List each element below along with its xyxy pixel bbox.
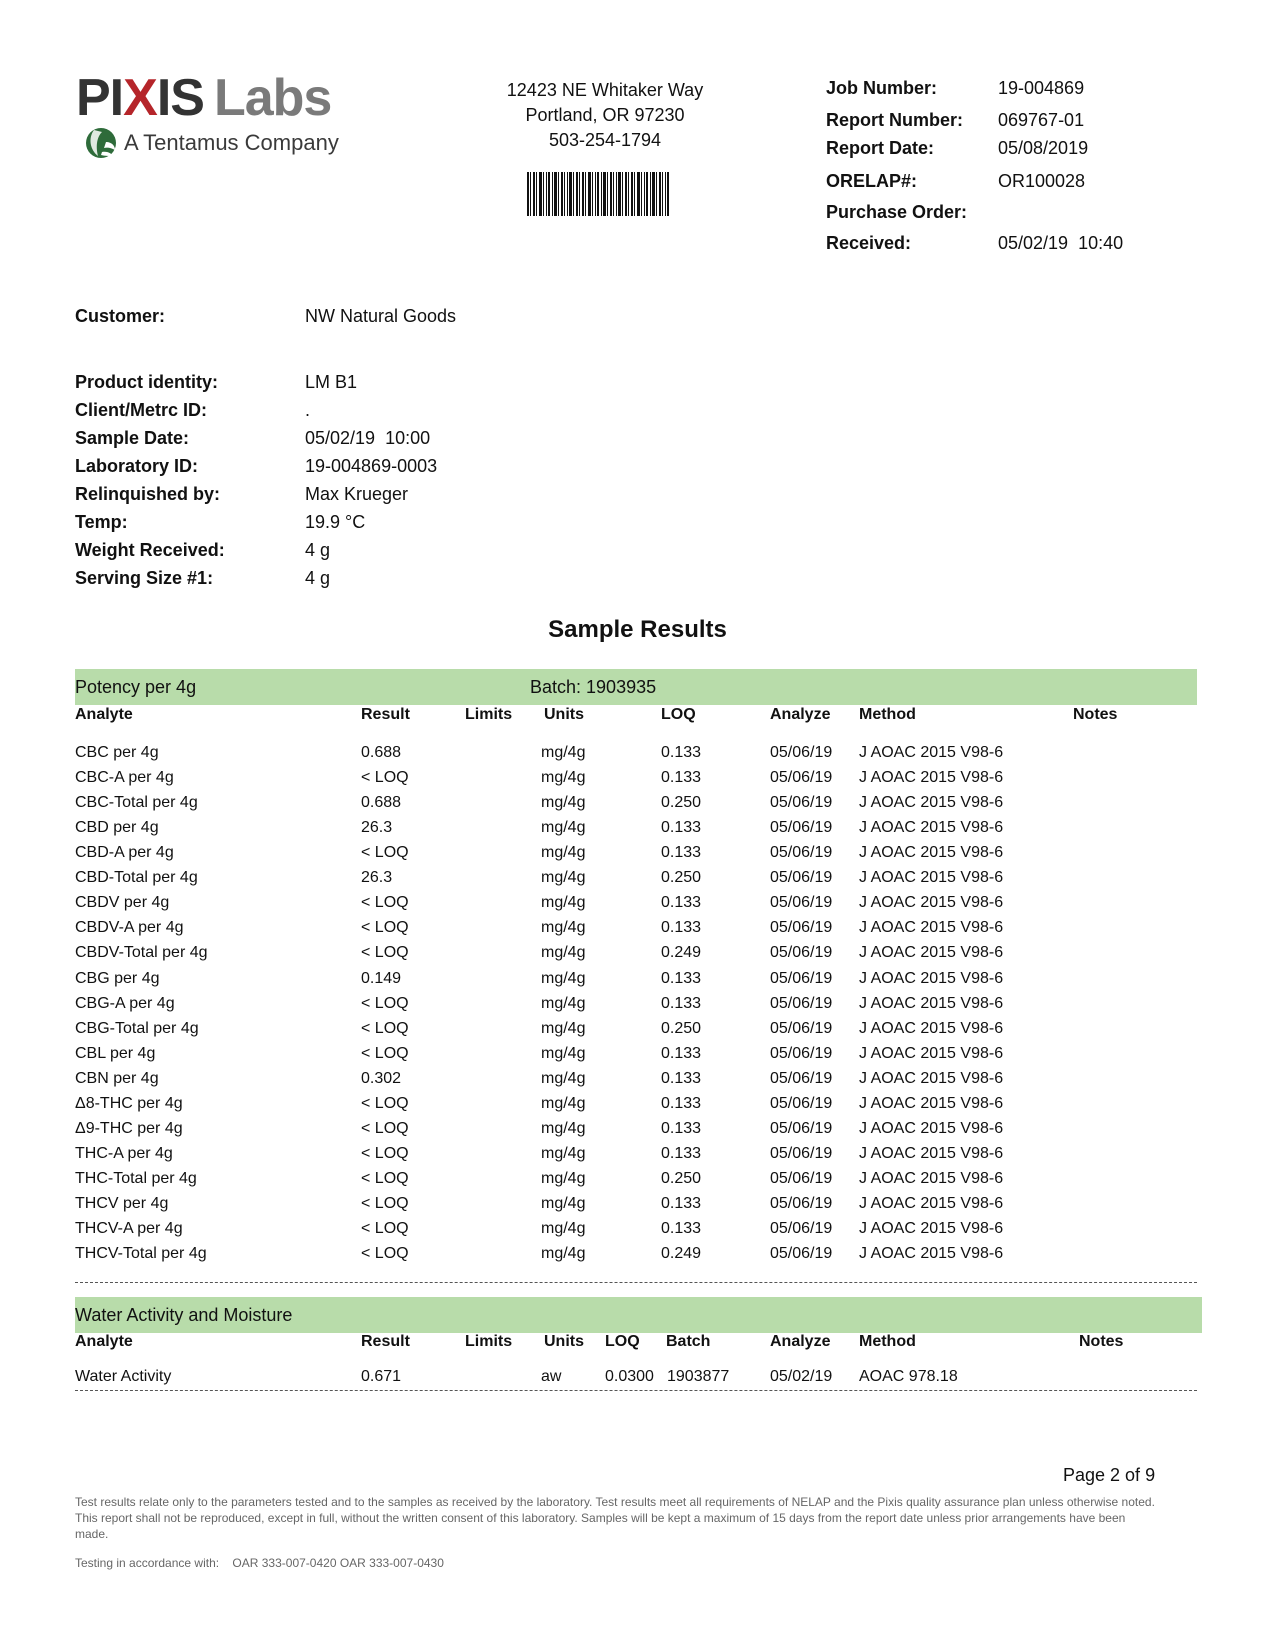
analyze-date-cell: 05/06/19 [770,1044,833,1062]
table-row [0,844,1275,866]
water-section-header [75,1297,1202,1333]
units-cell: mg/4g [541,869,586,887]
units-cell: mg/4g [541,1119,586,1137]
result-cell: 26.3 [361,869,393,887]
loq-cell: 0.133 [661,769,702,786]
table-row [0,794,1275,816]
loq-cell: 0.249 [661,944,702,962]
analyte-cell: CBDV per 4g [75,894,170,912]
units-cell: mg/4g [541,819,586,837]
analyze-date-cell: 05/06/19 [770,919,833,937]
result-cell: < LOQ [361,1119,409,1137]
section-divider [75,1390,1197,1391]
result-cell: < LOQ [361,1044,409,1062]
loq-cell: 0.133 [661,1144,702,1162]
table-row [0,869,1275,891]
result-cell: < LOQ [361,769,409,786]
table-row [0,1170,1275,1192]
analyze-date-cell: 05/06/19 [770,869,833,887]
table-row [0,1095,1275,1117]
analyte-cell: CBDV-Total per 4g [75,944,208,962]
table-row [0,1220,1275,1242]
method-cell: J AOAC 2015 V98-6 [859,869,1004,887]
page-number: Page 2 of 9 [1063,1465,1156,1485]
analyte-cell: CBC-Total per 4g [75,794,198,812]
table-row [0,1020,1275,1042]
potency-section-header [75,669,1197,705]
analyze-date-cell: 05/06/19 [770,1144,833,1162]
units-cell: mg/4g [541,844,586,862]
loq-cell: 0.133 [661,969,702,987]
units-cell: mg/4g [541,1094,586,1112]
result-cell: 0.149 [361,969,402,987]
units-cell: mg/4g [541,969,586,987]
analyze-date-cell: 05/06/19 [770,1169,833,1187]
result-cell: < LOQ [361,1169,409,1187]
water-method: AOAC 978.18 [859,1368,958,1385]
method-cell: J AOAC 2015 V98-6 [859,1044,1004,1062]
logo-wordmark: PIXIS Labs [76,69,332,127]
analyte-cell: THC-A per 4g [75,1144,173,1162]
table-row [0,1368,1275,1390]
result-cell: < LOQ [361,1144,409,1162]
result-cell: 0.302 [361,1069,402,1087]
analyte-cell: THC-Total per 4g [75,1169,197,1187]
report-number: 069767-01 [998,110,1085,130]
analyze-date-cell: 05/06/19 [770,1019,833,1037]
method-cell: J AOAC 2015 V98-6 [859,844,1004,862]
result-cell: < LOQ [361,1245,409,1262]
units-cell: mg/4g [541,769,586,786]
method-cell: J AOAC 2015 V98-6 [859,994,1004,1012]
laboratory-id: 19-004869-0003 [305,456,438,476]
units-cell: mg/4g [541,1245,586,1262]
analyte-cell: CBDV-A per 4g [75,919,184,937]
units-cell: mg/4g [541,994,586,1012]
analyze-date-cell: 05/06/19 [770,1194,833,1212]
sample-date: 05/02/19 10:00 [305,428,431,448]
table-row [0,1120,1275,1142]
loq-cell: 0.133 [661,1094,702,1112]
method-cell: J AOAC 2015 V98-6 [859,769,1004,786]
analyte-cell: CBG-Total per 4g [75,1019,199,1037]
weight-received: 4 g [305,540,331,560]
analyze-date-cell: 05/06/19 [770,769,833,786]
loq-cell: 0.133 [661,744,702,761]
method-cell: J AOAC 2015 V98-6 [859,894,1004,912]
method-cell: J AOAC 2015 V98-6 [859,1169,1004,1187]
potency-batch: Batch: 1903935 [530,677,657,697]
analyte-cell: CBN per 4g [75,1069,159,1087]
units-cell: mg/4g [541,1044,586,1062]
customer-value: NW Natural Goods [305,306,457,326]
analyte-cell: CBG per 4g [75,969,160,987]
result-cell: 0.688 [361,794,402,812]
result-cell: < LOQ [361,1220,409,1237]
water-title: Water Activity and Moisture [75,1305,293,1325]
analyte-cell: CBC per 4g [75,744,159,761]
address-phone: 503-254-1794 [548,130,662,150]
temp: 19.9 °C [305,512,366,532]
loq-cell: 0.133 [661,1220,702,1237]
table-row [0,744,1275,766]
loq-cell: 0.133 [661,894,702,912]
water-analyte: Water Activity [75,1368,172,1385]
units-cell: mg/4g [541,1069,586,1087]
serving-size: 4 g [305,568,331,588]
analyze-date-cell: 05/06/19 [770,794,833,812]
table-row [0,970,1275,992]
table-row [0,919,1275,941]
orelap-number: OR100028 [998,171,1086,191]
units-cell: mg/4g [541,1194,586,1212]
analyte-cell: THCV-A per 4g [75,1220,183,1237]
analyte-cell: Δ8-THC per 4g [75,1094,183,1112]
customer-label: Customer: [75,306,166,326]
page-title: Sample Results [548,616,727,643]
method-cell: J AOAC 2015 V98-6 [859,1144,1004,1162]
analyte-cell: THCV per 4g [75,1194,169,1212]
analyte-cell: CBD-Total per 4g [75,869,198,887]
water-units: aw [541,1368,562,1385]
units-cell: mg/4g [541,794,586,812]
loq-cell: 0.133 [661,1044,702,1062]
received-date: 05/02/19 10:40 [998,233,1124,253]
disclaimer: Test results relate only to the parameters tested and to the samples as received by the laboratory. Test results meet all requirements of NELAP and the Pixis quality assurance plan unless otherwise noted. This report shall not be reproduced, except in full, without the written consent of this laboratory. Samples will be kept a maximum of 15 days from the report date unless prior arrangements have been made. [75,1495,1155,1541]
address-line-1: 12423 NE Whitaker Way [506,80,704,100]
result-cell: < LOQ [361,1019,409,1037]
analyze-date-cell: 05/06/19 [770,1220,833,1237]
method-cell: J AOAC 2015 V98-6 [859,794,1004,812]
units-cell: mg/4g [541,1144,586,1162]
units-cell: mg/4g [541,1169,586,1187]
method-cell: J AOAC 2015 V98-6 [859,1094,1004,1112]
method-cell: J AOAC 2015 V98-6 [859,1194,1004,1212]
water-batch: 1903877 [667,1368,730,1385]
loq-cell: 0.250 [661,869,702,887]
loq-cell: 0.133 [661,1069,702,1087]
logo-tagline: A Tentamus Company [124,130,339,155]
method-cell: J AOAC 2015 V98-6 [859,819,1004,837]
loq-cell: 0.250 [661,794,702,812]
table-row [0,1195,1275,1217]
potency-column-headers: Analyte Result Limits Units LOQ Analyze Method Notes [75,706,1118,723]
client-metrc-id: . [305,400,311,420]
table-row [0,1045,1275,1067]
analyze-date-cell: 05/06/19 [770,1245,833,1262]
result-cell: < LOQ [361,919,409,937]
analyze-date-cell: 05/06/19 [770,944,833,962]
analyze-date-cell: 05/06/19 [770,1094,833,1112]
water-analyze-date: 05/02/19 [770,1368,833,1385]
result-cell: < LOQ [361,1194,409,1212]
analyze-date-cell: 05/06/19 [770,969,833,987]
table-row [0,819,1275,841]
analyte-cell: CBC-A per 4g [75,769,174,786]
table-row [0,1145,1275,1167]
analyte-cell: CBG-A per 4g [75,994,175,1012]
table-row [0,1245,1275,1267]
table-row [0,1070,1275,1092]
units-cell: mg/4g [541,919,586,937]
result-cell: < LOQ [361,1094,409,1112]
analyze-date-cell: 05/06/19 [770,1119,833,1137]
table-row [0,995,1275,1017]
result-cell: 26.3 [361,819,393,837]
result-cell: < LOQ [361,894,409,912]
result-cell: 0.688 [361,744,402,761]
method-cell: J AOAC 2015 V98-6 [859,744,1004,761]
lab-address [480,78,730,153]
method-cell: J AOAC 2015 V98-6 [859,1069,1004,1087]
method-cell: J AOAC 2015 V98-6 [859,919,1004,937]
water-loq: 0.0300 [605,1368,654,1385]
analyte-cell: CBD-A per 4g [75,844,174,862]
table-row [0,894,1275,916]
method-cell: J AOAC 2015 V98-6 [859,1220,1004,1237]
loq-cell: 0.133 [661,844,702,862]
analyte-cell: Δ9-THC per 4g [75,1119,183,1137]
result-cell: < LOQ [361,844,409,862]
method-cell: J AOAC 2015 V98-6 [859,969,1004,987]
analyte-cell: CBD per 4g [75,819,159,837]
result-cell: < LOQ [361,994,409,1012]
product-identity: LM B1 [305,372,358,392]
water-result: 0.671 [361,1368,402,1385]
units-cell: mg/4g [541,894,586,912]
loq-cell: 0.249 [661,1245,702,1262]
analyze-date-cell: 05/06/19 [770,844,833,862]
potency-title: Potency per 4g [75,677,197,697]
analyte-cell: THCV-Total per 4g [75,1245,207,1262]
units-cell: mg/4g [541,744,586,761]
barcode [527,172,669,216]
section-divider [75,1282,1197,1283]
analyze-date-cell: 05/06/19 [770,894,833,912]
loq-cell: 0.133 [661,1194,702,1212]
analyte-cell: CBL per 4g [75,1044,156,1062]
table-row [0,944,1275,966]
job-number: 19-004869 [998,78,1085,98]
analyze-date-cell: 05/06/19 [770,994,833,1012]
water-column-headers: Analyte Result Limits Units LOQ Batch Analyze Method Notes [75,1333,1124,1350]
report-date: 05/08/2019 [998,138,1089,158]
leaf-logo-icon [84,126,118,160]
analyze-date-cell: 05/06/19 [770,1069,833,1087]
loq-cell: 0.133 [661,994,702,1012]
loq-cell: 0.133 [661,919,702,937]
loq-cell: 0.133 [661,819,702,837]
testing-accordance: Testing in accordance with: OAR 333-007-0420 OAR 333-007-0430 [75,1556,444,1570]
units-cell: mg/4g [541,944,586,962]
method-cell: J AOAC 2015 V98-6 [859,1119,1004,1137]
relinquished-by: Max Krueger [305,484,409,504]
loq-cell: 0.133 [661,1119,702,1137]
result-cell: < LOQ [361,944,409,962]
table-row [0,769,1275,791]
method-cell: J AOAC 2015 V98-6 [859,1019,1004,1037]
loq-cell: 0.250 [661,1169,702,1187]
company-logo [76,70,366,170]
units-cell: mg/4g [541,1220,586,1237]
analyze-date-cell: 05/06/19 [770,744,833,761]
loq-cell: 0.250 [661,1019,702,1037]
units-cell: mg/4g [541,1019,586,1037]
method-cell: J AOAC 2015 V98-6 [859,944,1004,962]
address-line-2: Portland, OR 97230 [525,105,685,125]
method-cell: J AOAC 2015 V98-6 [859,1245,1004,1262]
analyze-date-cell: 05/06/19 [770,819,833,837]
